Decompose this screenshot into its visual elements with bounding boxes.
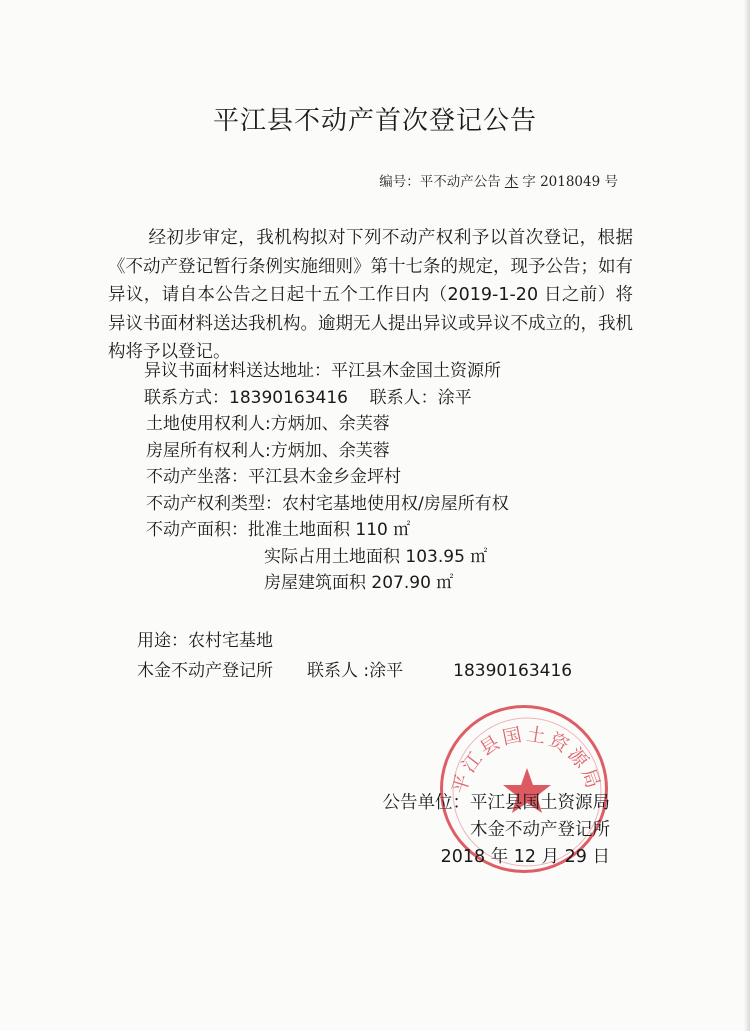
area-building: 房屋建筑面积 207.90 ㎡ [264, 573, 454, 593]
number-char: 木 [504, 174, 519, 190]
contact-phone: 联系方式：18390163416 [144, 387, 348, 408]
right-type: 不动产权利类型：农村宅基地使用权/房屋所有权 [146, 493, 509, 514]
usage-block [137, 626, 572, 686]
body-text: 经初步审定，我机构拟对下列不动产权利予以首次登记，根据《不动产登记暂行条例实施细则》第十七条的规定，现予公告；如有异议，请自本公告之日起十五个工作日内（2019-1-20 日之前）将异议书面材料送达我机构。逾期无人提出异议或异议不成立的，我机构将予以登记。 [108, 228, 633, 362]
area-actual: 实际占用土地面积 103.95 ㎡ [264, 546, 488, 567]
contact-row [132, 385, 509, 412]
sign-office: 木金不动产登记所 [470, 820, 610, 840]
area-approved: 不动产面积：批准土地面积 110 ㎡ [146, 520, 411, 540]
number-prefix: 编号：平不动产公告 [379, 174, 501, 190]
notice-title: 平江县不动产首次登记公告 [212, 106, 537, 136]
notice-body [108, 224, 633, 367]
signature-block [383, 790, 611, 871]
notice-number [379, 170, 618, 190]
property-location: 不动产坐落：平江县木金乡金坪村 [146, 467, 401, 487]
scan-edge [744, 0, 750, 1031]
usage: 用途：农村宅基地 [137, 631, 273, 651]
office-contact: 联系人 :涂平 [307, 661, 404, 681]
property-info [132, 358, 509, 597]
office-row [137, 656, 572, 686]
office-name: 木金不动产登记所 [137, 661, 273, 681]
contact-person: 联系人：涂平 [369, 387, 472, 408]
sign-date: 2018 年 12 月 29 日 [440, 847, 610, 867]
house-owner: 房屋所有权利人:方炳加、余芙蓉 [146, 440, 390, 461]
objection-address: 异议书面材料送达地址：平江县木金国土资源所 [144, 361, 501, 381]
office-phone: 18390163416 [453, 661, 573, 681]
seal-text: 平江县国土资源局 [448, 723, 606, 797]
land-user: 土地使用权利人:方炳加、余芙蓉 [146, 414, 390, 434]
number-suffix: 字 2018049 号 [522, 174, 618, 190]
sign-unit: 公告单位：平江县国土资源局 [382, 793, 610, 813]
